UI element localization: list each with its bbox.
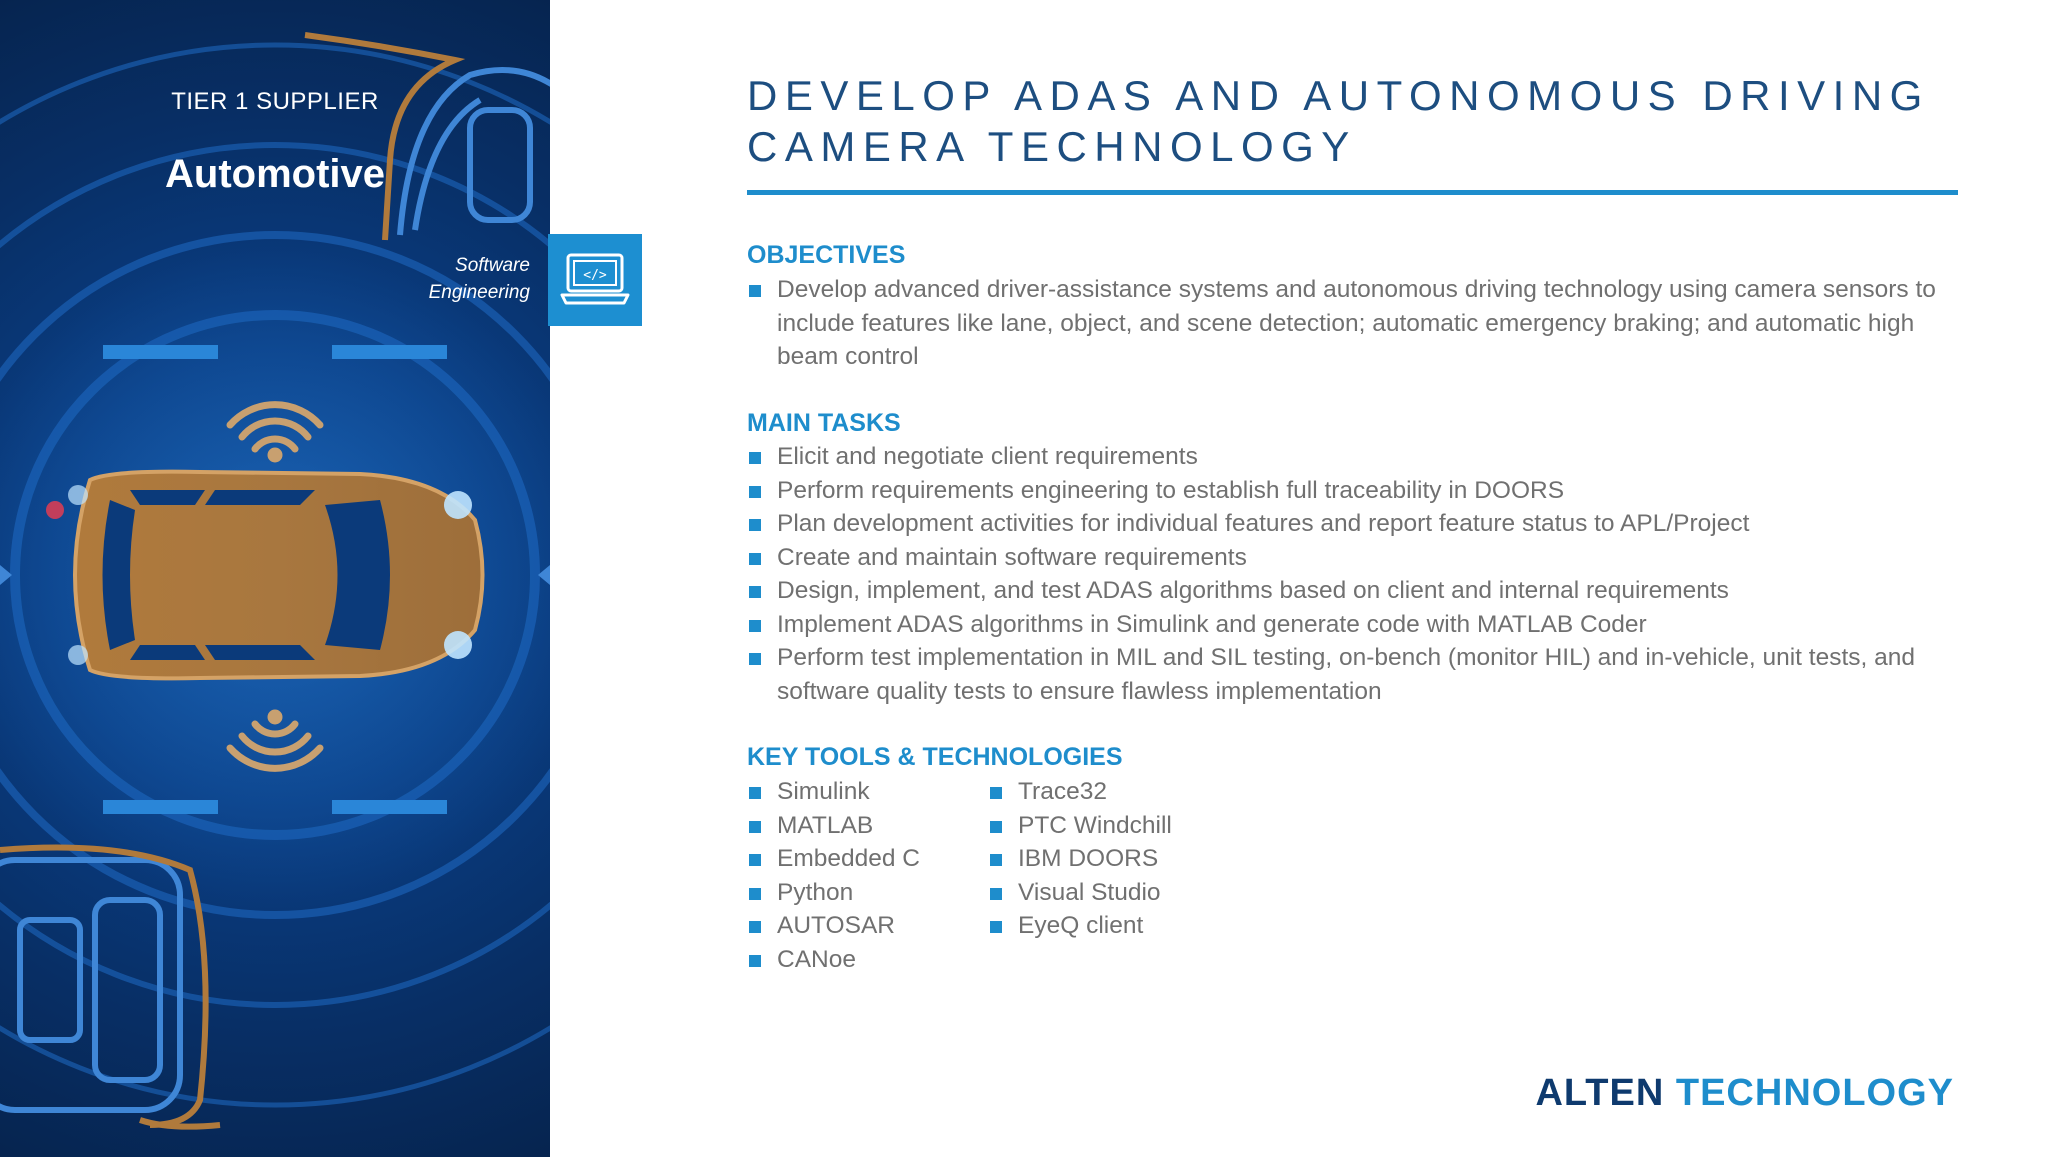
objectives-heading: OBJECTIVES [747,241,906,269]
discipline-line-1: Software [455,255,530,276]
page-title: DEVELOP ADAS AND AUTONOMOUS DRIVING CAMERA TECHNOLOGY [747,72,1930,170]
tool-item: EyeQ client [988,909,1288,943]
list-item: Create and maintain software requirements [747,541,1969,575]
list-item: Implement ADAS algorithms in Simulink and generate code with MATLAB Coder [747,608,1969,642]
tool-item: AUTOSAR [747,909,977,943]
list-item: Perform test implementation in MIL and SIL testing, on-bench (monitor HIL) and in-vehicle, unit tests, and software quality tests to ensure flawless implementation [747,641,1969,708]
list-item: Plan development activities for individual features and report feature status to APL/Project [747,507,1969,541]
tool-item: IBM DOORS [988,842,1288,876]
discipline-label [380,252,530,306]
list-item: Develop advanced driver-assistance systems and autonomous driving technology using camera sensors to include features like lane, object, and scene detection; automatic emergency braking; and automatic high beam control [747,273,1969,374]
svg-text:</>: </> [583,268,607,283]
list-item: Perform requirements engineering to establish full traceability in DOORS [747,474,1969,508]
logo-word-technology: TECHNOLOGY [1675,1072,1954,1114]
discipline-line-2: Engineering [428,282,530,303]
objectives-list [747,273,1969,374]
car-top-view [46,472,483,679]
tier-label: TIER 1 SUPPLIER [171,88,379,115]
hero-panel [0,0,550,1157]
tool-item: PTC Windchill [988,809,1288,843]
tool-item: MATLAB [747,809,977,843]
main-tasks-heading: MAIN TASKS [747,409,901,437]
laptop-code-icon [558,251,632,307]
logo-word-alten: ALTEN [1535,1072,1665,1114]
tool-item: Embedded C [747,842,977,876]
tools-heading: KEY TOOLS & TECHNOLOGIES [747,743,1123,771]
main-tasks-list [747,440,1969,708]
tool-item: CANoe [747,943,977,977]
industry-title: Automotive [165,152,385,196]
tool-item: Simulink [747,775,977,809]
discipline-badge [548,234,642,326]
list-item: Elicit and negotiate client requirements [747,440,1969,474]
tool-item: Visual Studio [988,876,1288,910]
tools-list-col2 [988,775,1288,943]
tools-list-col1 [747,775,977,976]
company-logo [1535,1072,1954,1115]
title-divider [747,190,1958,195]
tool-item: Python [747,876,977,910]
tool-item: Trace32 [988,775,1288,809]
list-item: Design, implement, and test ADAS algorithms based on client and internal requirements [747,574,1969,608]
